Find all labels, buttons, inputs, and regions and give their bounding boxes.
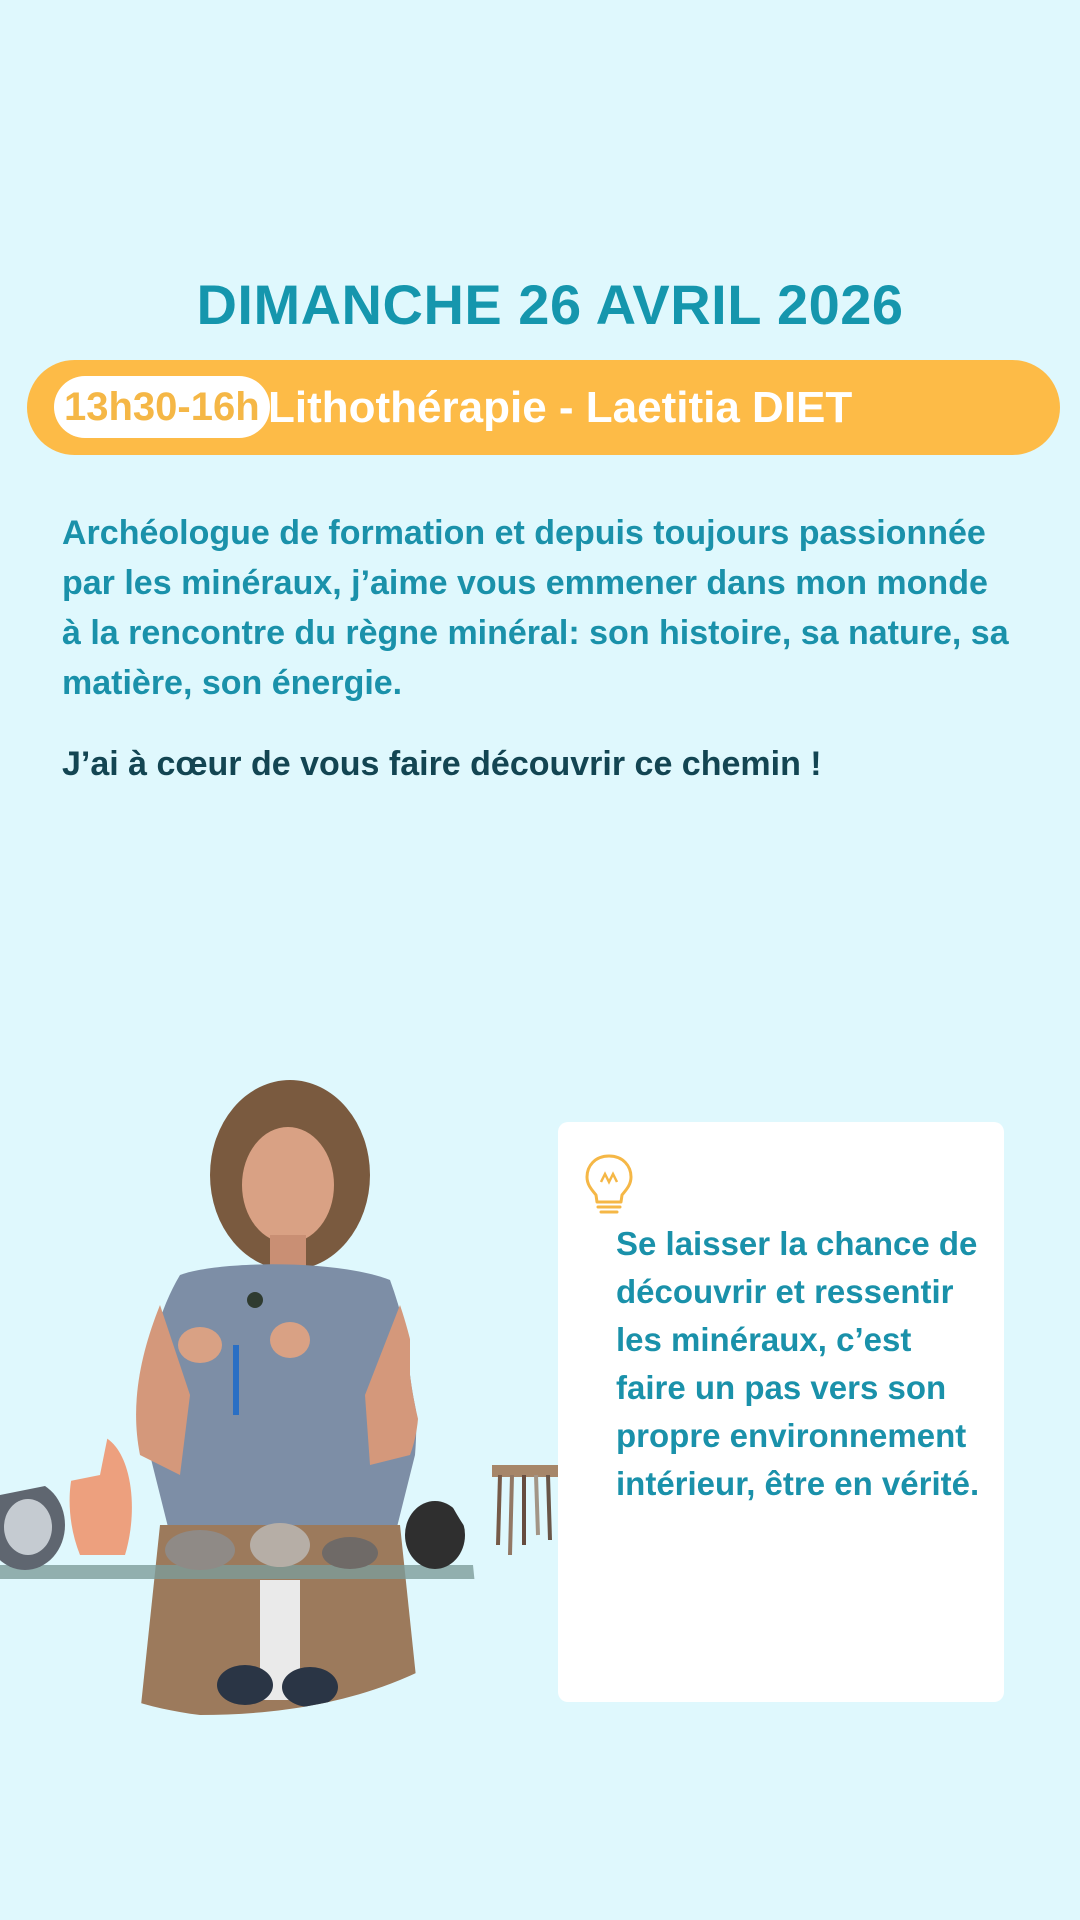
presenter-photo [0, 1075, 560, 1715]
bracelets [492, 1465, 560, 1555]
quote-text: Se laisser la chance de découvrir et ressentir les minéraux, c’est faire un pas vers son propre environnement intérieur, être en vérité. [616, 1225, 980, 1502]
session-banner [27, 360, 1060, 455]
quote-card [558, 1122, 1004, 1702]
intro-paragraph: Archéologue de formation et depuis toujours passionnée par les minéraux, j’aime vous emmener dans mon monde à la rencontre du règne minéral: son histoire, sa nature, sa matière, son énergie. [62, 514, 1009, 702]
event-date: DIMANCHE 26 AVRIL 2026 [196, 273, 904, 336]
session-title: Lithothérapie - Laetitia DIET [268, 383, 853, 432]
lightbulb-icon [583, 1152, 635, 1216]
closing-line: J’ai à cœur de vous faire découvrir ce chemin ! [62, 745, 822, 783]
time-badge: 13h30-16h [54, 376, 270, 438]
intro-block [62, 508, 1012, 708]
